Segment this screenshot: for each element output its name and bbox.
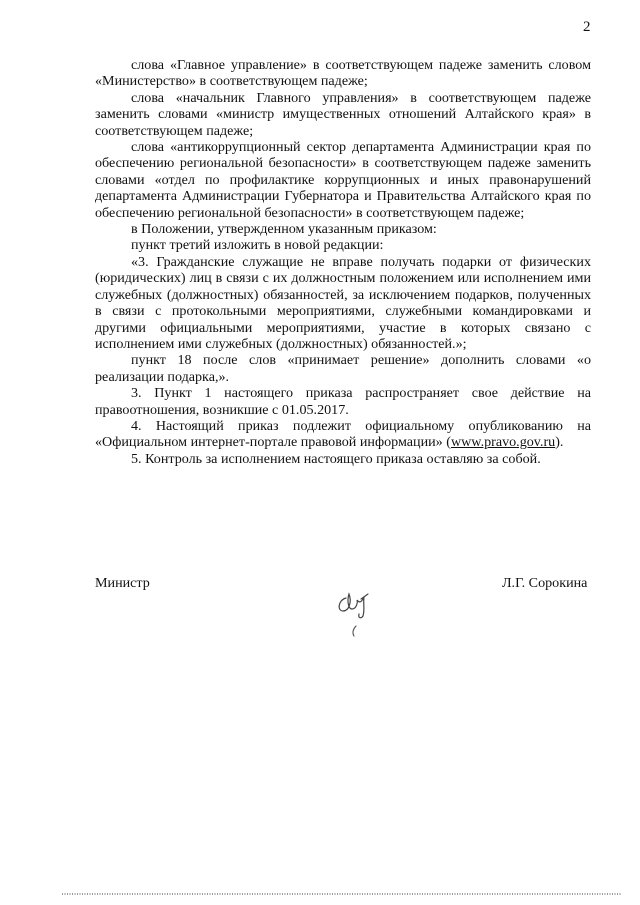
publication-paragraph (95, 418, 591, 451)
paragraph: слова «начальник Главного управления» в соответствующем падеже заменить словами «министр имущественных отношений Алтайского края» в соответствующем падеже; (95, 89, 591, 139)
signatory-name: Л.Г. Сорокина (502, 575, 588, 591)
paragraph: слова «антикоррупционный сектор департамента Администрации края по обеспечению региональной безопасности» в соответствующем падеже заменить словами «отдел по профилактике коррупционных и иных правонарушений департамента Администрации Губернатора и Правительства Алтайского края по обеспечению региональной безопасности» в соответствующем падеже; (95, 139, 591, 221)
handwritten-signature (330, 578, 390, 640)
paragraph: 3. Пункт 1 настоящего приказа распространяет свое действие на правоотношения, возникшие с 01.05.2017. (95, 385, 591, 418)
paragraph: в Положении, утвержденном указанным приказом: (131, 221, 437, 238)
quoted-clause-paragraph: «3. Гражданские служащие не вправе получать подарки от физических (юридических) лиц в связи с их должностным положением или исполнением ими служебных (должностных) обязанностей, за исключением подарков, полученных в связи с протокольными мероприятиями, служебными командировками и другими официальными мероприятиями, участие в которых связано с исполнением ими служебных (должностных) обязанностей.»; (95, 253, 591, 352)
paragraph: пункт третий изложить в новой редакции: (131, 237, 384, 254)
signatory-title: Министр (95, 575, 150, 591)
publication-text: 4. Настоящий приказ подлежит официальному опубликованию на «Официальном интернет-портале правовой информации» ( (95, 417, 591, 451)
publication-text-end: ). (555, 434, 564, 451)
paragraph: слова «Главное управление» в соответствующем падеже заменить словом «Министерство» в соответствующем падеже; (95, 57, 591, 90)
page-number: 2 (583, 19, 591, 35)
footer-scan-line (62, 892, 622, 896)
document-body (95, 57, 591, 467)
paragraph: пункт 18 после слов «принимает решение» дополнить словами «о реализации подарка,». (95, 352, 591, 385)
portal-link[interactable]: www.pravo.gov.ru (450, 434, 556, 451)
paragraph: 5. Контроль за исполнением настоящего приказа оставляю за собой. (131, 450, 541, 467)
